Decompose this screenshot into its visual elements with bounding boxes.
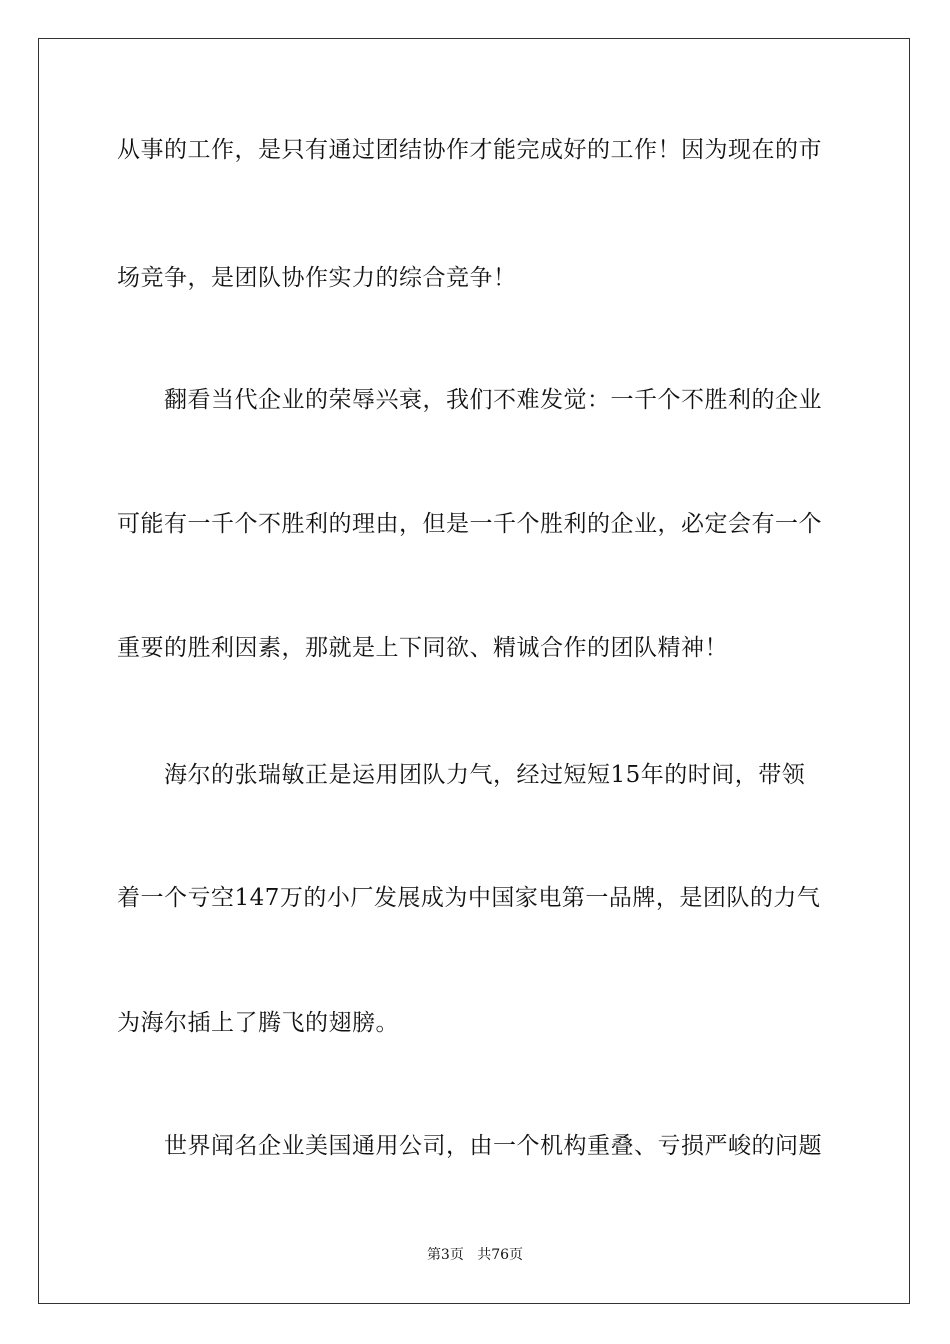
text-line: 重要的胜利因素，那就是上下同欲、精诚合作的团队精神！ — [117, 635, 728, 661]
page-border — [38, 38, 910, 1304]
page-footer — [0, 1246, 950, 1264]
text-line: 从事的工作，是只有通过团结协作才能完成好的工作！因为现在的市 — [117, 137, 822, 163]
text-line: 场竞争，是团队协作实力的综合竞争！ — [117, 265, 517, 291]
text-line: 可能有一千个不胜利的理由，但是一千个胜利的企业，必定会有一个 — [117, 511, 822, 537]
page-number: 第3页 — [426, 1247, 464, 1263]
text-line: 着一个亏空147万的小厂发展成为中国家电第一品牌，是团队的力气 — [117, 885, 821, 911]
page-total: 共76页 — [477, 1247, 524, 1263]
text-line: 为海尔插上了腾飞的翅膀。 — [117, 1010, 399, 1036]
text-line: 翻看当代企业的荣辱兴衰，我们不难发觉：一千个不胜利的企业 — [117, 387, 822, 413]
text-line: 海尔的张瑞敏正是运用团队力气，经过短短15年的时间，带领 — [117, 762, 806, 788]
text-line: 世界闻名企业美国通用公司，由一个机构重叠、亏损严峻的问题 — [117, 1133, 822, 1159]
